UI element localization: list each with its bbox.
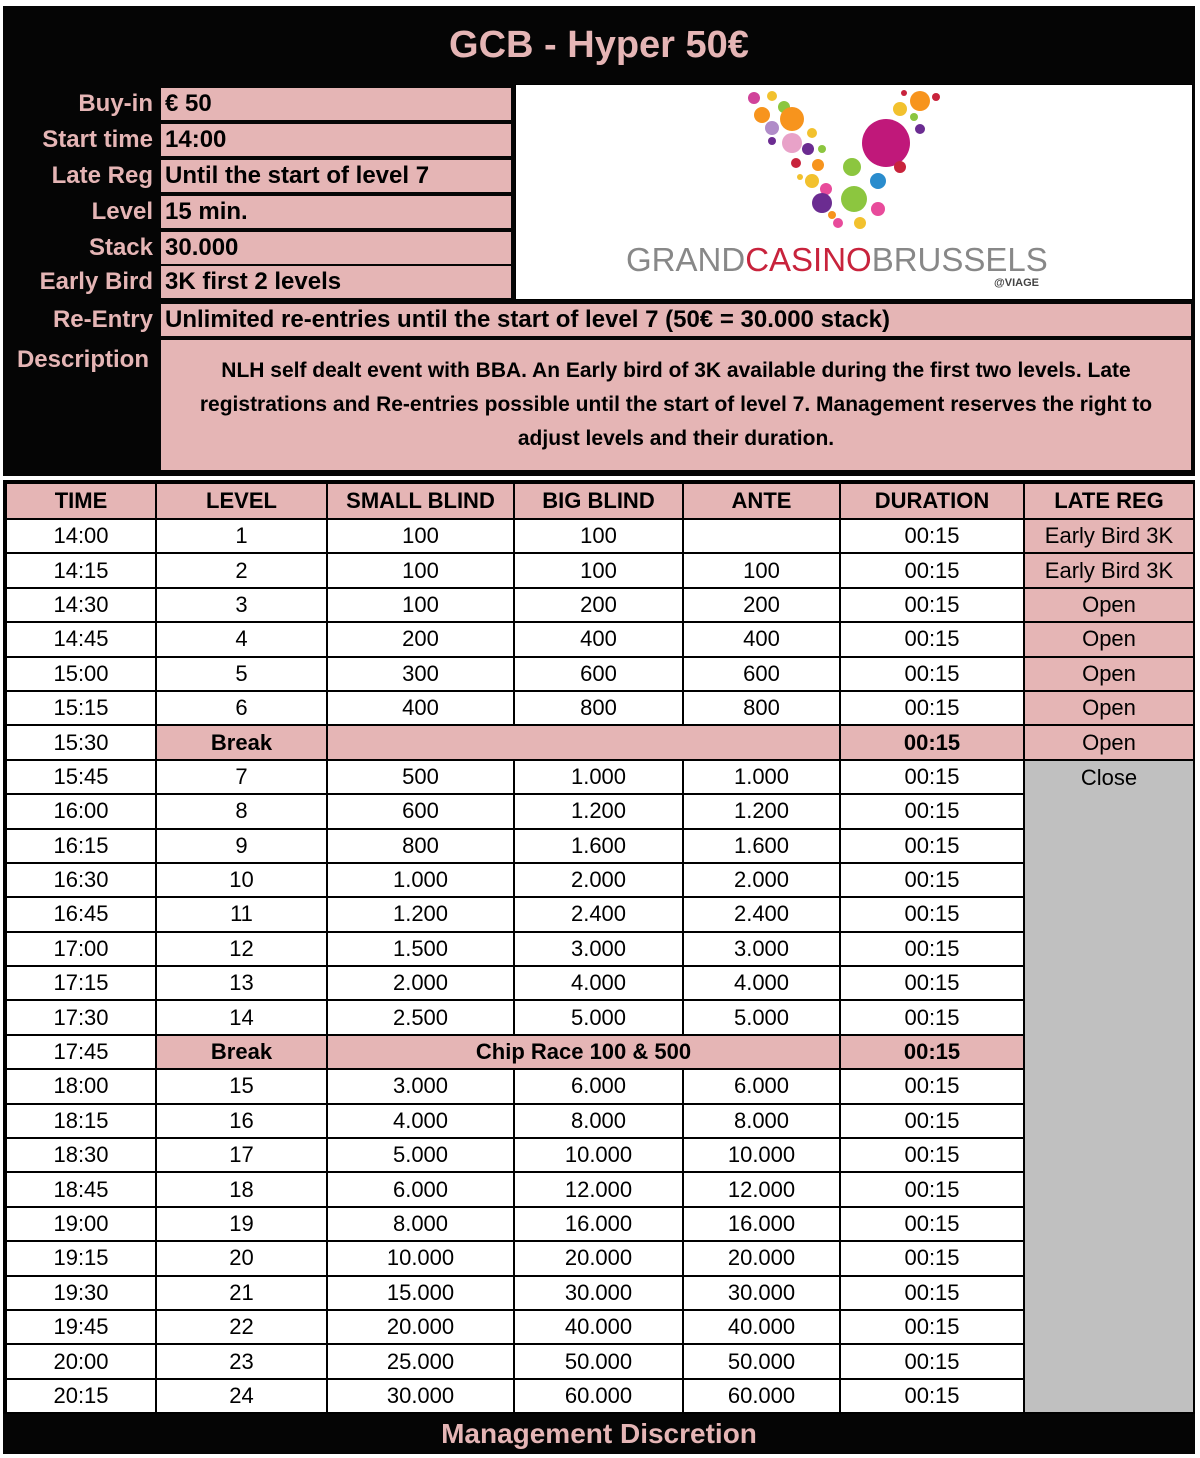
late-reg-cell: Open	[1024, 622, 1194, 656]
late-reg-cell: Open	[1024, 657, 1194, 691]
ante-cell: 8.000	[683, 1104, 840, 1138]
table-row	[6, 588, 1194, 622]
small-blind-cell: 800	[327, 829, 514, 863]
time-cell: 15:30	[6, 725, 156, 759]
header-duration: DURATION	[840, 483, 1024, 519]
ante-cell: 40.000	[683, 1310, 840, 1344]
time-cell: 14:45	[6, 622, 156, 656]
reentry-value: Unlimited re-entries until the start of level 7 (50€ = 30.000 stack)	[161, 304, 1191, 336]
level-cell: 7	[156, 760, 327, 794]
ante-cell: 30.000	[683, 1276, 840, 1310]
ante-cell: 10.000	[683, 1138, 840, 1172]
big-blind-cell: 20.000	[514, 1241, 683, 1275]
time-cell: 18:45	[6, 1172, 156, 1206]
duration-cell: 00:15	[840, 1344, 1024, 1378]
ante-cell: 600	[683, 657, 840, 691]
duration-cell: 00:15	[840, 1000, 1024, 1034]
ante-cell	[683, 519, 840, 553]
ante-cell: 1.600	[683, 829, 840, 863]
time-cell: 19:00	[6, 1207, 156, 1241]
small-blind-cell: 300	[327, 657, 514, 691]
small-blind-cell: 20.000	[327, 1310, 514, 1344]
big-blind-cell: 800	[514, 691, 683, 725]
ante-cell: 2.400	[683, 897, 840, 931]
time-cell: 14:15	[6, 553, 156, 587]
level-cell: 20	[156, 1241, 327, 1275]
duration-cell: 00:15	[840, 897, 1024, 931]
buyin-label: Buy-in	[78, 90, 153, 117]
duration-cell: 00:15	[840, 553, 1024, 587]
level-cell: 15	[156, 1069, 327, 1103]
table-row	[6, 1104, 1194, 1138]
ante-cell: 50.000	[683, 1344, 840, 1378]
level-value: 15 min.	[161, 196, 511, 228]
time-cell: 18:30	[6, 1138, 156, 1172]
header-level: LEVEL	[156, 483, 327, 519]
level-cell: 19	[156, 1207, 327, 1241]
small-blind-cell: 6.000	[327, 1172, 514, 1206]
logo-wordmark	[626, 241, 1048, 279]
duration-cell: 00:15	[840, 519, 1024, 553]
big-blind-cell: 60.000	[514, 1379, 683, 1413]
level-cell: 1	[156, 519, 327, 553]
table-row	[6, 1069, 1194, 1103]
small-blind-cell: 100	[327, 588, 514, 622]
table-row	[6, 519, 1194, 553]
duration-cell: 00:15	[840, 760, 1024, 794]
late-reg-cell: Early Bird 3K	[1024, 553, 1194, 587]
table-row	[6, 863, 1194, 897]
big-blind-cell: 4.000	[514, 966, 683, 1000]
late-reg-label: Late Reg	[51, 162, 153, 189]
small-blind-cell: 100	[327, 519, 514, 553]
logo-part-grand: GRAND	[626, 241, 746, 278]
big-blind-cell: 2.000	[514, 863, 683, 897]
big-blind-cell: 50.000	[514, 1344, 683, 1378]
break-note-cell: Chip Race 100 & 500	[327, 1035, 840, 1069]
late-reg-cell: Open	[1024, 588, 1194, 622]
duration-cell: 00:15	[840, 1069, 1024, 1103]
table-row	[6, 1172, 1194, 1206]
buyin-value: € 50	[161, 88, 511, 120]
header-late-reg: LATE REG	[1024, 483, 1194, 519]
duration-cell: 00:15	[840, 1276, 1024, 1310]
header-big-blind: BIG BLIND	[514, 483, 683, 519]
table-row	[6, 691, 1194, 725]
time-cell: 16:15	[6, 829, 156, 863]
big-blind-cell: 1.600	[514, 829, 683, 863]
logo-part-brussels: BRUSSELS	[871, 241, 1048, 278]
late-reg-cell: Early Bird 3K	[1024, 519, 1194, 553]
small-blind-cell: 1.200	[327, 897, 514, 931]
time-cell: 18:00	[6, 1069, 156, 1103]
small-blind-cell: 15.000	[327, 1276, 514, 1310]
stack-value: 30.000	[161, 232, 511, 264]
break-cell: Break	[156, 725, 327, 759]
header-time: TIME	[6, 483, 156, 519]
table-row	[6, 1344, 1194, 1378]
ante-cell: 200	[683, 588, 840, 622]
time-cell: 20:00	[6, 1344, 156, 1378]
ante-cell: 12.000	[683, 1172, 840, 1206]
time-cell: 15:15	[6, 691, 156, 725]
duration-cell: 00:15	[840, 657, 1024, 691]
stack-label: Stack	[88, 234, 153, 261]
ante-cell: 4.000	[683, 966, 840, 1000]
logo-sub: @VIAGE	[994, 277, 1039, 289]
big-blind-cell: 400	[514, 622, 683, 656]
duration-cell: 00:15	[840, 1207, 1024, 1241]
table-row	[6, 932, 1194, 966]
time-cell: 15:45	[6, 760, 156, 794]
big-blind-cell: 100	[514, 553, 683, 587]
level-cell: 21	[156, 1276, 327, 1310]
early-bird-value: 3K first 2 levels	[161, 266, 511, 298]
start-time-value: 14:00	[161, 124, 511, 156]
table-header-row	[6, 483, 1194, 519]
small-blind-cell: 500	[327, 760, 514, 794]
level-label: Level	[91, 198, 153, 225]
small-blind-cell: 10.000	[327, 1241, 514, 1275]
duration-cell: 00:15	[840, 725, 1024, 759]
level-cell: 8	[156, 794, 327, 828]
blind-structure-table	[3, 480, 1195, 1420]
big-blind-cell: 16.000	[514, 1207, 683, 1241]
time-cell: 19:45	[6, 1310, 156, 1344]
big-blind-cell: 8.000	[514, 1104, 683, 1138]
break-cell: Break	[156, 1035, 327, 1069]
duration-cell: 00:15	[840, 691, 1024, 725]
small-blind-cell: 8.000	[327, 1207, 514, 1241]
time-cell: 19:30	[6, 1276, 156, 1310]
time-cell: 17:00	[6, 932, 156, 966]
level-cell: 6	[156, 691, 327, 725]
early-bird-label: Early Bird	[39, 268, 153, 295]
time-cell: 17:30	[6, 1000, 156, 1034]
small-blind-cell: 2.500	[327, 1000, 514, 1034]
level-cell: 3	[156, 588, 327, 622]
level-cell: 10	[156, 863, 327, 897]
small-blind-cell: 600	[327, 794, 514, 828]
table-row	[6, 1000, 1194, 1034]
ante-cell: 20.000	[683, 1241, 840, 1275]
duration-cell: 00:15	[840, 1172, 1024, 1206]
ante-cell: 3.000	[683, 932, 840, 966]
ante-cell: 1.000	[683, 760, 840, 794]
small-blind-cell: 4.000	[327, 1104, 514, 1138]
level-cell: 5	[156, 657, 327, 691]
time-cell: 15:00	[6, 657, 156, 691]
table-row	[6, 622, 1194, 656]
small-blind-cell: 5.000	[327, 1138, 514, 1172]
big-blind-cell: 12.000	[514, 1172, 683, 1206]
table-row	[6, 553, 1194, 587]
logo-part-casino: CASINO	[745, 241, 872, 278]
big-blind-cell: 10.000	[514, 1138, 683, 1172]
level-cell: 18	[156, 1172, 327, 1206]
ante-cell: 16.000	[683, 1207, 840, 1241]
time-cell: 17:15	[6, 966, 156, 1000]
table-row	[6, 1138, 1194, 1172]
duration-cell: 00:15	[840, 1104, 1024, 1138]
level-cell: 9	[156, 829, 327, 863]
time-cell: 19:15	[6, 1241, 156, 1275]
duration-cell: 00:15	[840, 1310, 1024, 1344]
casino-logo	[515, 84, 1193, 300]
duration-cell: 00:15	[840, 588, 1024, 622]
small-blind-cell: 1.000	[327, 863, 514, 897]
table-row	[6, 897, 1194, 931]
ante-cell: 100	[683, 553, 840, 587]
level-cell: 14	[156, 1000, 327, 1034]
level-cell: 17	[156, 1138, 327, 1172]
level-cell: 16	[156, 1104, 327, 1138]
duration-cell: 00:15	[840, 829, 1024, 863]
big-blind-cell: 1.200	[514, 794, 683, 828]
ante-cell: 1.200	[683, 794, 840, 828]
duration-cell: 00:15	[840, 863, 1024, 897]
ante-cell: 2.000	[683, 863, 840, 897]
late-reg-value: Until the start of level 7	[161, 160, 511, 192]
table-row	[6, 725, 1194, 759]
table-row	[6, 966, 1194, 1000]
time-cell: 20:15	[6, 1379, 156, 1413]
table-row	[6, 760, 1194, 794]
big-blind-cell: 30.000	[514, 1276, 683, 1310]
small-blind-cell: 400	[327, 691, 514, 725]
description-value: NLH self dealt event with BBA. An Early bird of 3K available during the first two levels. Late registrations and Re-entries possible until the start of level 7. Management reserves the right to adjust levels and their duration.	[161, 340, 1191, 470]
ante-cell: 6.000	[683, 1069, 840, 1103]
big-blind-cell: 3.000	[514, 932, 683, 966]
tournament-sheet	[3, 6, 1195, 1454]
table-row	[6, 794, 1194, 828]
level-cell: 2	[156, 553, 327, 587]
small-blind-cell: 1.500	[327, 932, 514, 966]
duration-cell: 00:15	[840, 966, 1024, 1000]
start-time-label: Start time	[42, 126, 153, 153]
level-cell: 24	[156, 1379, 327, 1413]
time-cell: 16:00	[6, 794, 156, 828]
ante-cell: 5.000	[683, 1000, 840, 1034]
big-blind-cell: 200	[514, 588, 683, 622]
duration-cell: 00:15	[840, 794, 1024, 828]
late-reg-cell: Open	[1024, 691, 1194, 725]
big-blind-cell: 6.000	[514, 1069, 683, 1103]
big-blind-cell: 1.000	[514, 760, 683, 794]
table-row	[6, 1241, 1194, 1275]
header-ante: ANTE	[683, 483, 840, 519]
time-cell: 16:45	[6, 897, 156, 931]
table-row	[6, 1207, 1194, 1241]
duration-cell: 00:15	[840, 1035, 1024, 1069]
level-cell: 13	[156, 966, 327, 1000]
level-cell: 12	[156, 932, 327, 966]
big-blind-cell: 100	[514, 519, 683, 553]
table-body	[6, 519, 1194, 1413]
table-row	[6, 1035, 1194, 1069]
ante-cell: 60.000	[683, 1379, 840, 1413]
level-cell: 22	[156, 1310, 327, 1344]
header-small-blind: SMALL BLIND	[327, 483, 514, 519]
big-blind-cell: 5.000	[514, 1000, 683, 1034]
break-note-cell	[327, 725, 840, 759]
table-row	[6, 1379, 1194, 1413]
info-header	[3, 6, 1195, 476]
table-row	[6, 1310, 1194, 1344]
level-cell: 4	[156, 622, 327, 656]
duration-cell: 00:15	[840, 1241, 1024, 1275]
time-cell: 16:30	[6, 863, 156, 897]
ante-cell: 400	[683, 622, 840, 656]
description-label: Description	[16, 346, 149, 373]
small-blind-cell: 3.000	[327, 1069, 514, 1103]
big-blind-cell: 40.000	[514, 1310, 683, 1344]
late-reg-closed-cell: Close	[1024, 760, 1194, 1413]
level-cell: 11	[156, 897, 327, 931]
big-blind-cell: 2.400	[514, 897, 683, 931]
late-reg-cell: Open	[1024, 725, 1194, 759]
table-row	[6, 657, 1194, 691]
duration-cell: 00:15	[840, 1379, 1024, 1413]
level-cell: 23	[156, 1344, 327, 1378]
time-cell: 14:30	[6, 588, 156, 622]
small-blind-cell: 25.000	[327, 1344, 514, 1378]
reentry-label: Re-Entry	[52, 306, 153, 333]
table-row	[6, 829, 1194, 863]
ante-cell: 800	[683, 691, 840, 725]
small-blind-cell: 100	[327, 553, 514, 587]
table-row	[6, 1276, 1194, 1310]
footer-note: Management Discretion	[3, 1414, 1195, 1454]
time-cell: 17:45	[6, 1035, 156, 1069]
time-cell: 14:00	[6, 519, 156, 553]
small-blind-cell: 2.000	[327, 966, 514, 1000]
big-blind-cell: 600	[514, 657, 683, 691]
event-title: GCB - Hyper 50€	[449, 23, 749, 66]
time-cell: 18:15	[6, 1104, 156, 1138]
duration-cell: 00:15	[840, 932, 1024, 966]
duration-cell: 00:15	[840, 1138, 1024, 1172]
small-blind-cell: 200	[327, 622, 514, 656]
small-blind-cell: 30.000	[327, 1379, 514, 1413]
duration-cell: 00:15	[840, 622, 1024, 656]
